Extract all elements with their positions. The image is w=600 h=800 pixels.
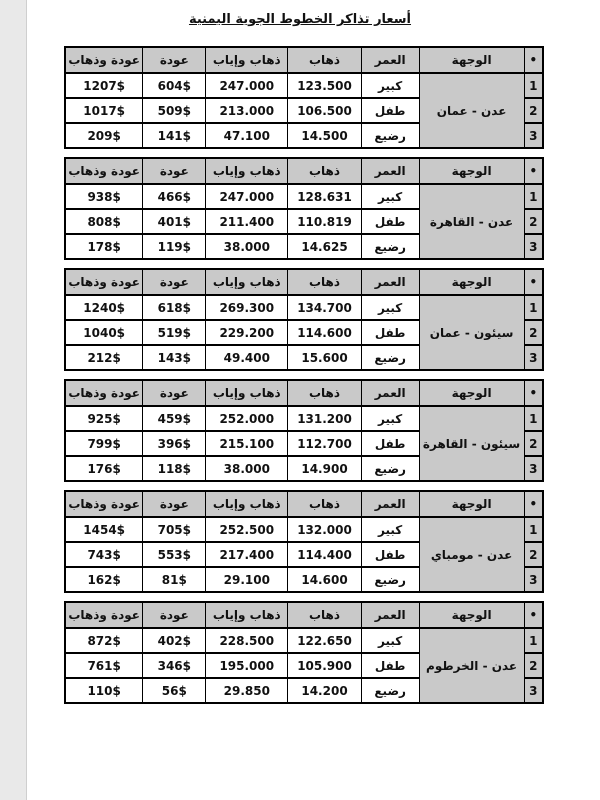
header-index: •	[524, 47, 543, 73]
cell-return: 459$	[143, 406, 206, 431]
cell-one-way: 14.625	[288, 234, 362, 259]
cell-one-way: 114.600	[288, 320, 362, 345]
cell-return-and-departure: 938$	[65, 184, 143, 209]
cell-age: طفل	[361, 98, 419, 123]
header-return: عودة	[143, 380, 206, 406]
fare-table	[64, 379, 544, 482]
cell-age: طفل	[361, 209, 419, 234]
table-row	[65, 73, 543, 98]
row-index: 3	[524, 345, 543, 370]
route-destination: عدن - القاهرة	[419, 184, 524, 259]
header-return-and-departure: عودة وذهاب	[65, 491, 143, 517]
cell-age: طفل	[361, 320, 419, 345]
cell-round-trip: 49.400	[206, 345, 288, 370]
fare-table	[64, 46, 544, 149]
header-return-and-departure: عودة وذهاب	[65, 47, 143, 73]
cell-age: رضيع	[361, 234, 419, 259]
route-destination: سيئون - القاهرة	[419, 406, 524, 481]
cell-return-and-departure: 1454$	[65, 517, 143, 542]
fare-table	[64, 268, 544, 371]
cell-return: 553$	[143, 542, 206, 567]
cell-round-trip: 38.000	[206, 456, 288, 481]
row-index: 2	[524, 653, 543, 678]
table-header-row	[65, 491, 543, 517]
cell-one-way: 14.600	[288, 567, 362, 592]
header-age: العمر	[361, 269, 419, 295]
route-destination: عدن - عمان	[419, 73, 524, 148]
table-header-row	[65, 158, 543, 184]
cell-age: طفل	[361, 431, 419, 456]
header-one-way: ذهاب	[288, 158, 362, 184]
row-index: 3	[524, 123, 543, 148]
cell-return: 604$	[143, 73, 206, 98]
header-index: •	[524, 158, 543, 184]
cell-return-and-departure: 178$	[65, 234, 143, 259]
cell-round-trip: 269.300	[206, 295, 288, 320]
cell-round-trip: 29.100	[206, 567, 288, 592]
header-round-trip: ذهاب وإياب	[206, 491, 288, 517]
cell-age: رضيع	[361, 456, 419, 481]
cell-age: رضيع	[361, 123, 419, 148]
header-destination: الوجهة	[419, 602, 524, 628]
cell-round-trip: 213.000	[206, 98, 288, 123]
cell-return: 118$	[143, 456, 206, 481]
cell-return: 466$	[143, 184, 206, 209]
header-age: العمر	[361, 380, 419, 406]
cell-one-way: 105.900	[288, 653, 362, 678]
cell-return-and-departure: 1240$	[65, 295, 143, 320]
header-return: عودة	[143, 602, 206, 628]
cell-return-and-departure: 799$	[65, 431, 143, 456]
row-index: 3	[524, 567, 543, 592]
table-row	[65, 184, 543, 209]
route-destination: عدن - الخرطوم	[419, 628, 524, 703]
cell-age: كبير	[361, 517, 419, 542]
cell-return-and-departure: 110$	[65, 678, 143, 703]
row-index: 1	[524, 73, 543, 98]
cell-return-and-departure: 743$	[65, 542, 143, 567]
header-index: •	[524, 269, 543, 295]
table-header-row	[65, 269, 543, 295]
cell-return-and-departure: 209$	[65, 123, 143, 148]
cell-return: 401$	[143, 209, 206, 234]
cell-return-and-departure: 761$	[65, 653, 143, 678]
header-return: عودة	[143, 47, 206, 73]
row-index: 1	[524, 406, 543, 431]
cell-return: 618$	[143, 295, 206, 320]
cell-age: كبير	[361, 628, 419, 653]
cell-one-way: 122.650	[288, 628, 362, 653]
cell-age: رضيع	[361, 345, 419, 370]
cell-return-and-departure: 925$	[65, 406, 143, 431]
cell-round-trip: 252.500	[206, 517, 288, 542]
row-index: 3	[524, 456, 543, 481]
cell-round-trip: 217.400	[206, 542, 288, 567]
cell-one-way: 132.000	[288, 517, 362, 542]
row-index: 1	[524, 295, 543, 320]
cell-one-way: 110.819	[288, 209, 362, 234]
cell-round-trip: 247.000	[206, 73, 288, 98]
cell-round-trip: 215.100	[206, 431, 288, 456]
header-index: •	[524, 380, 543, 406]
cell-age: كبير	[361, 73, 419, 98]
header-round-trip: ذهاب وإياب	[206, 380, 288, 406]
cell-round-trip: 47.100	[206, 123, 288, 148]
cell-round-trip: 247.000	[206, 184, 288, 209]
fare-table	[64, 157, 544, 260]
row-index: 1	[524, 184, 543, 209]
cell-return-and-departure: 162$	[65, 567, 143, 592]
header-age: العمر	[361, 158, 419, 184]
header-one-way: ذهاب	[288, 491, 362, 517]
cell-return-and-departure: 1017$	[65, 98, 143, 123]
row-index: 1	[524, 628, 543, 653]
table-row	[65, 406, 543, 431]
row-index: 2	[524, 209, 543, 234]
header-one-way: ذهاب	[288, 380, 362, 406]
header-index: •	[524, 602, 543, 628]
header-return-and-departure: عودة وذهاب	[65, 602, 143, 628]
cell-return: 519$	[143, 320, 206, 345]
cell-round-trip: 195.000	[206, 653, 288, 678]
cell-one-way: 112.700	[288, 431, 362, 456]
cell-one-way: 128.631	[288, 184, 362, 209]
cell-one-way: 114.400	[288, 542, 362, 567]
row-index: 3	[524, 234, 543, 259]
cell-one-way: 123.500	[288, 73, 362, 98]
cell-round-trip: 38.000	[206, 234, 288, 259]
row-index: 1	[524, 517, 543, 542]
cell-return-and-departure: 808$	[65, 209, 143, 234]
header-return-and-departure: عودة وذهاب	[65, 158, 143, 184]
cell-round-trip: 229.200	[206, 320, 288, 345]
fare-table	[64, 490, 544, 593]
route-destination: عدن - مومباي	[419, 517, 524, 592]
header-age: العمر	[361, 47, 419, 73]
cell-age: رضيع	[361, 678, 419, 703]
cell-age: كبير	[361, 406, 419, 431]
header-age: العمر	[361, 491, 419, 517]
header-return: عودة	[143, 269, 206, 295]
cell-return: 119$	[143, 234, 206, 259]
table-row	[65, 628, 543, 653]
cell-one-way: 15.600	[288, 345, 362, 370]
fare-tables	[64, 46, 544, 712]
route-destination: سيئون - عمان	[419, 295, 524, 370]
cell-age: كبير	[361, 184, 419, 209]
cell-return: 141$	[143, 123, 206, 148]
header-one-way: ذهاب	[288, 269, 362, 295]
cell-return-and-departure: 212$	[65, 345, 143, 370]
cell-return: 143$	[143, 345, 206, 370]
page-title-text: أسعار تذاكر الخطوط الجوية اليمنية	[188, 12, 412, 27]
header-one-way: ذهاب	[288, 602, 362, 628]
cell-round-trip: 29.850	[206, 678, 288, 703]
row-index: 2	[524, 542, 543, 567]
cell-return-and-departure: 176$	[65, 456, 143, 481]
table-row	[65, 295, 543, 320]
header-round-trip: ذهاب وإياب	[206, 158, 288, 184]
cell-one-way: 14.500	[288, 123, 362, 148]
cell-return: 81$	[143, 567, 206, 592]
row-index: 3	[524, 678, 543, 703]
header-one-way: ذهاب	[288, 47, 362, 73]
cell-age: رضيع	[361, 567, 419, 592]
cell-one-way: 14.200	[288, 678, 362, 703]
header-index: •	[524, 491, 543, 517]
cell-one-way: 14.900	[288, 456, 362, 481]
cell-return: 346$	[143, 653, 206, 678]
page-edge	[0, 0, 27, 800]
page-title	[0, 12, 600, 27]
cell-return-and-departure: 1207$	[65, 73, 143, 98]
header-age: العمر	[361, 602, 419, 628]
cell-round-trip: 252.000	[206, 406, 288, 431]
cell-round-trip: 228.500	[206, 628, 288, 653]
cell-return: 396$	[143, 431, 206, 456]
header-return: عودة	[143, 158, 206, 184]
header-return: عودة	[143, 491, 206, 517]
header-return-and-departure: عودة وذهاب	[65, 269, 143, 295]
header-destination: الوجهة	[419, 380, 524, 406]
header-return-and-departure: عودة وذهاب	[65, 380, 143, 406]
table-row	[65, 517, 543, 542]
table-header-row	[65, 47, 543, 73]
row-index: 2	[524, 98, 543, 123]
row-index: 2	[524, 320, 543, 345]
cell-return-and-departure: 872$	[65, 628, 143, 653]
cell-return: 509$	[143, 98, 206, 123]
header-destination: الوجهة	[419, 269, 524, 295]
cell-one-way: 131.200	[288, 406, 362, 431]
header-destination: الوجهة	[419, 158, 524, 184]
header-round-trip: ذهاب وإياب	[206, 269, 288, 295]
row-index: 2	[524, 431, 543, 456]
header-round-trip: ذهاب وإياب	[206, 602, 288, 628]
table-header-row	[65, 602, 543, 628]
header-destination: الوجهة	[419, 47, 524, 73]
cell-return-and-departure: 1040$	[65, 320, 143, 345]
cell-return: 705$	[143, 517, 206, 542]
header-destination: الوجهة	[419, 491, 524, 517]
cell-return: 402$	[143, 628, 206, 653]
header-round-trip: ذهاب وإياب	[206, 47, 288, 73]
cell-return: 56$	[143, 678, 206, 703]
fare-table	[64, 601, 544, 704]
cell-one-way: 106.500	[288, 98, 362, 123]
cell-age: طفل	[361, 542, 419, 567]
cell-round-trip: 211.400	[206, 209, 288, 234]
cell-age: كبير	[361, 295, 419, 320]
table-header-row	[65, 380, 543, 406]
cell-one-way: 134.700	[288, 295, 362, 320]
cell-age: طفل	[361, 653, 419, 678]
